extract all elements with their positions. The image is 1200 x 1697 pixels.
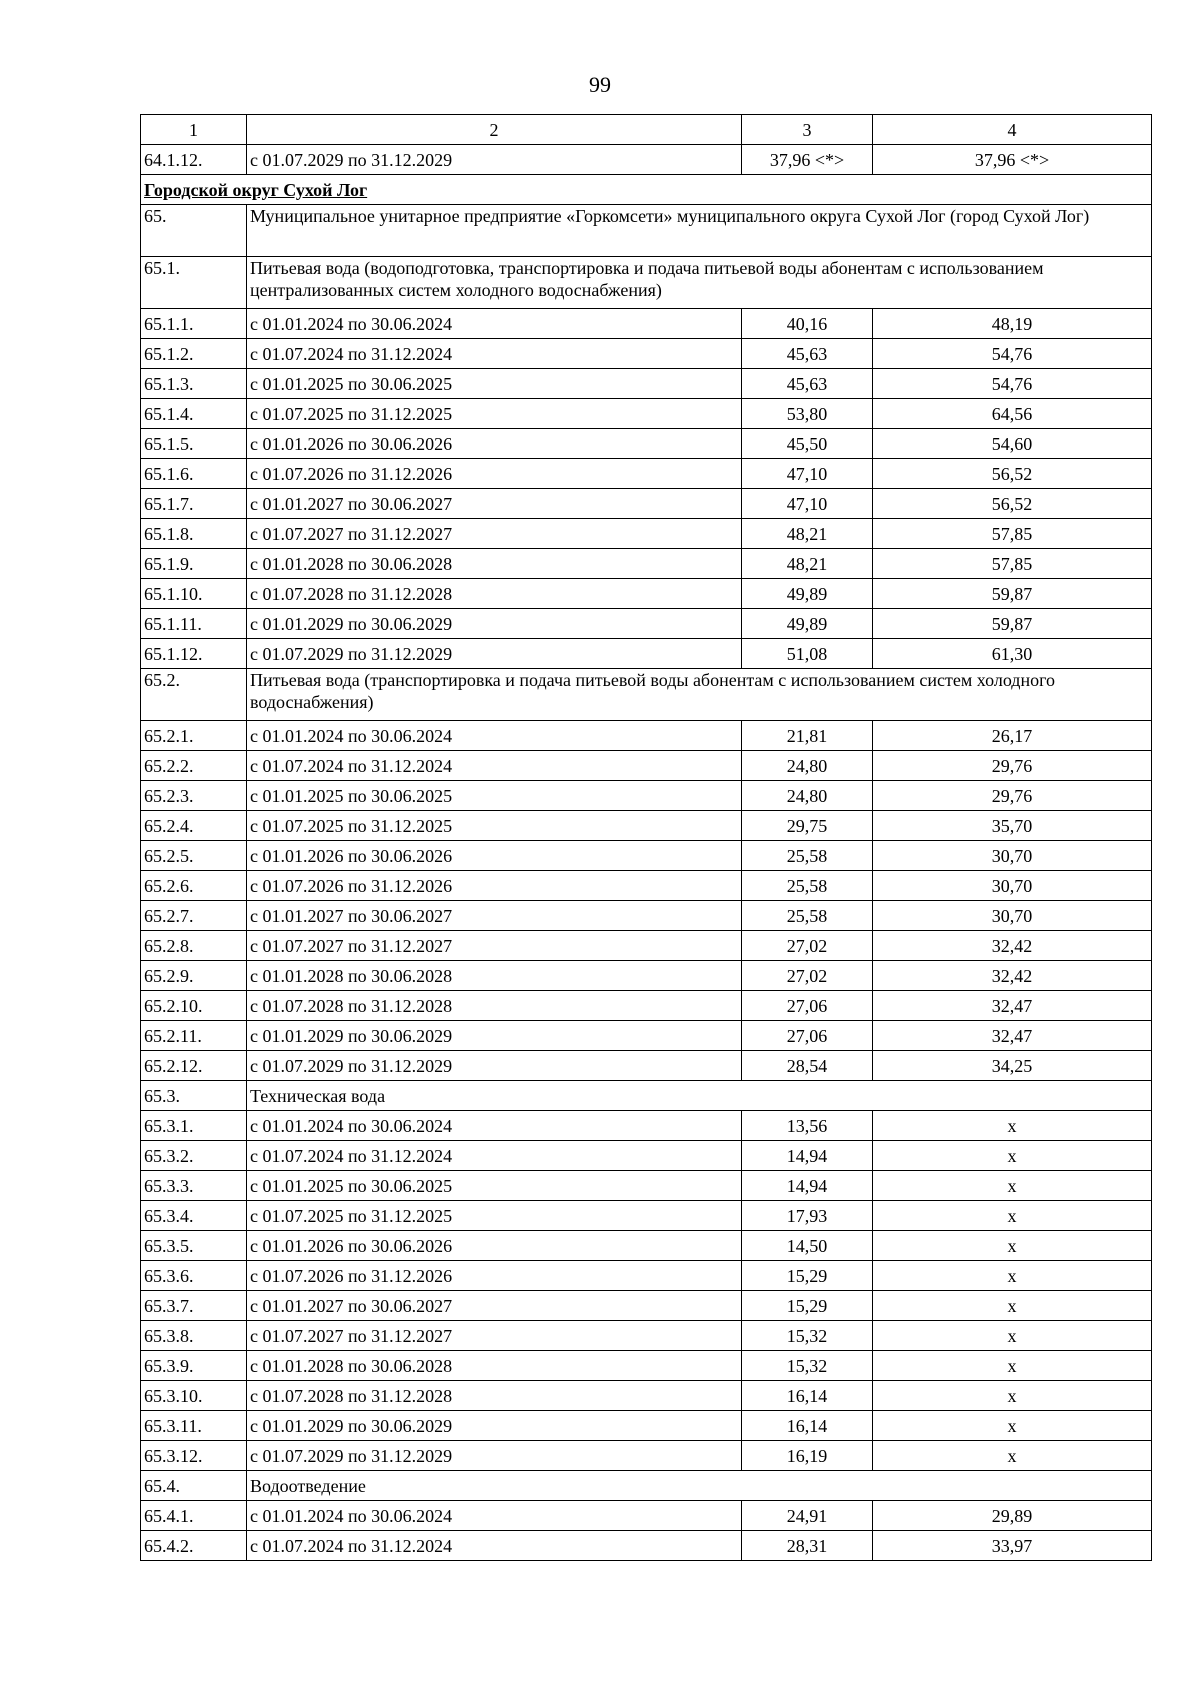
tariff-value-col3: 24,80 (742, 781, 873, 811)
tariff-value-col4: 26,17 (873, 721, 1152, 751)
table-row (141, 841, 1152, 871)
period-cell: с 01.01.2029 по 30.06.2029 (247, 1021, 742, 1051)
tariff-value-col3: 16,19 (742, 1441, 873, 1471)
table-row (141, 609, 1152, 639)
tariff-value-col3: 27,02 (742, 931, 873, 961)
period-cell: с 01.01.2028 по 30.06.2028 (247, 961, 742, 991)
row-number: 65.1.12. (141, 639, 247, 669)
tariff-value-col4: х (873, 1261, 1152, 1291)
tariff-value-col3: 49,89 (742, 579, 873, 609)
row-number: 65.3.12. (141, 1441, 247, 1471)
row-number: 65.1.10. (141, 579, 247, 609)
tariff-value-col3: 45,63 (742, 369, 873, 399)
row-number: 65.1.11. (141, 609, 247, 639)
column-header: 4 (873, 115, 1152, 145)
table-row (141, 871, 1152, 901)
row-number: 64.1.12. (141, 145, 247, 175)
period-cell: с 01.07.2028 по 31.12.2028 (247, 991, 742, 1021)
tariff-value-col4: 32,47 (873, 991, 1152, 1021)
row-number: 65.2.4. (141, 811, 247, 841)
row-number: 65.3.5. (141, 1231, 247, 1261)
tariff-value-col4: х (873, 1411, 1152, 1441)
tariff-value-col4: х (873, 1201, 1152, 1231)
period-cell: с 01.07.2026 по 31.12.2026 (247, 459, 742, 489)
group-title: Техническая вода (247, 1081, 1152, 1111)
column-header: 3 (742, 115, 873, 145)
tariff-value-col4: 33,97 (873, 1531, 1152, 1561)
period-cell: с 01.01.2024 по 30.06.2024 (247, 721, 742, 751)
tariff-value-col3: 28,31 (742, 1531, 873, 1561)
table-row (141, 1351, 1152, 1381)
tariff-value-col3: 47,10 (742, 489, 873, 519)
period-cell: с 01.01.2027 по 30.06.2027 (247, 489, 742, 519)
period-cell: с 01.07.2028 по 31.12.2028 (247, 579, 742, 609)
row-number: 65.4. (141, 1471, 247, 1501)
group-title: Питьевая вода (водоподготовка, транспортировка и подача питьевой воды абонентам с использованием централизованных систем холодного водоснабжения) (247, 257, 1152, 309)
tariff-value-col3: 15,29 (742, 1261, 873, 1291)
group-row (141, 257, 1152, 309)
period-cell: с 01.07.2025 по 31.12.2025 (247, 1201, 742, 1231)
tariff-value-col4: 30,70 (873, 901, 1152, 931)
row-number: 65.1.7. (141, 489, 247, 519)
tariff-value-col4: 48,19 (873, 309, 1152, 339)
tariff-value-col4: х (873, 1231, 1152, 1261)
row-number: 65.3. (141, 1081, 247, 1111)
period-cell: с 01.07.2024 по 31.12.2024 (247, 1531, 742, 1561)
row-number: 65.1.9. (141, 549, 247, 579)
tariff-value-col3: 40,16 (742, 309, 873, 339)
table-row (141, 811, 1152, 841)
period-cell: с 01.07.2029 по 31.12.2029 (247, 145, 742, 175)
period-cell: с 01.01.2024 по 30.06.2024 (247, 309, 742, 339)
table-row (141, 1501, 1152, 1531)
table-row (141, 1231, 1152, 1261)
tariff-value-col3: 37,96 <*> (742, 145, 873, 175)
tariff-value-col3: 49,89 (742, 609, 873, 639)
table-row (141, 781, 1152, 811)
tariff-value-col4: 57,85 (873, 519, 1152, 549)
tariff-value-col3: 29,75 (742, 811, 873, 841)
period-cell: с 01.07.2024 по 31.12.2024 (247, 751, 742, 781)
period-cell: с 01.01.2028 по 30.06.2028 (247, 549, 742, 579)
row-number: 65.4.1. (141, 1501, 247, 1531)
row-number: 65.3.2. (141, 1141, 247, 1171)
group-row (141, 669, 1152, 721)
row-number: 65.1.3. (141, 369, 247, 399)
tariff-value-col4: 32,42 (873, 931, 1152, 961)
tariff-value-col4: 54,60 (873, 429, 1152, 459)
row-number: 65.3.10. (141, 1381, 247, 1411)
tariff-value-col3: 48,21 (742, 549, 873, 579)
row-number: 65.3.9. (141, 1351, 247, 1381)
row-number: 65.2.1. (141, 721, 247, 751)
period-cell: с 01.07.2025 по 31.12.2025 (247, 811, 742, 841)
period-cell: с 01.01.2024 по 30.06.2024 (247, 1111, 742, 1141)
tariff-value-col3: 25,58 (742, 841, 873, 871)
tariff-value-col3: 53,80 (742, 399, 873, 429)
row-number: 65. (141, 205, 247, 257)
table-row (141, 339, 1152, 369)
tariff-value-col3: 48,21 (742, 519, 873, 549)
group-row (141, 205, 1152, 257)
tariff-value-col4: 56,52 (873, 489, 1152, 519)
period-cell: с 01.01.2029 по 30.06.2029 (247, 609, 742, 639)
tariff-value-col3: 24,80 (742, 751, 873, 781)
tariff-value-col3: 45,63 (742, 339, 873, 369)
period-cell: с 01.01.2029 по 30.06.2029 (247, 1411, 742, 1441)
tariff-value-col4: 29,76 (873, 781, 1152, 811)
row-number: 65.2.11. (141, 1021, 247, 1051)
period-cell: с 01.01.2025 по 30.06.2025 (247, 369, 742, 399)
tariff-value-col4: 61,30 (873, 639, 1152, 669)
row-number: 65.3.8. (141, 1321, 247, 1351)
tariff-value-col4: х (873, 1141, 1152, 1171)
tariff-value-col4: 56,52 (873, 459, 1152, 489)
tariff-value-col3: 15,32 (742, 1321, 873, 1351)
period-cell: с 01.07.2028 по 31.12.2028 (247, 1381, 742, 1411)
period-cell: с 01.01.2024 по 30.06.2024 (247, 1501, 742, 1531)
row-number: 65.2.8. (141, 931, 247, 961)
tariff-value-col3: 14,94 (742, 1171, 873, 1201)
period-cell: с 01.07.2024 по 31.12.2024 (247, 1141, 742, 1171)
tariff-value-col3: 25,58 (742, 901, 873, 931)
tariff-value-col4: х (873, 1171, 1152, 1201)
tariff-value-col4: 34,25 (873, 1051, 1152, 1081)
period-cell: с 01.07.2027 по 31.12.2027 (247, 519, 742, 549)
period-cell: с 01.07.2029 по 31.12.2029 (247, 1051, 742, 1081)
tariff-value-col4: х (873, 1351, 1152, 1381)
tariff-value-col4: 37,96 <*> (873, 145, 1152, 175)
table-row (141, 721, 1152, 751)
table-row (141, 1531, 1152, 1561)
row-number: 65.2.3. (141, 781, 247, 811)
table-row (141, 399, 1152, 429)
tariff-value-col3: 21,81 (742, 721, 873, 751)
column-header: 2 (247, 115, 742, 145)
row-number: 65.3.7. (141, 1291, 247, 1321)
tariff-value-col4: 32,47 (873, 1021, 1152, 1051)
group-row (141, 1471, 1152, 1501)
period-cell: с 01.07.2027 по 31.12.2027 (247, 931, 742, 961)
period-cell: с 01.07.2024 по 31.12.2024 (247, 339, 742, 369)
tariff-value-col4: 29,89 (873, 1501, 1152, 1531)
tariff-value-col3: 27,06 (742, 991, 873, 1021)
tariff-value-col3: 16,14 (742, 1411, 873, 1441)
group-title: Питьевая вода (транспортировка и подача питьевой воды абонентам с использованием систем холодного водоснабжения) (247, 669, 1152, 721)
tariff-value-col3: 16,14 (742, 1381, 873, 1411)
table-row (141, 1021, 1152, 1051)
row-number: 65.2.9. (141, 961, 247, 991)
table-row (141, 1411, 1152, 1441)
tariff-value-col4: 30,70 (873, 871, 1152, 901)
row-number: 65.3.6. (141, 1261, 247, 1291)
row-number: 65.1. (141, 257, 247, 309)
table-row (141, 931, 1152, 961)
tariff-value-col3: 13,56 (742, 1111, 873, 1141)
table-row (141, 751, 1152, 781)
tariff-value-col4: 30,70 (873, 841, 1152, 871)
period-cell: с 01.07.2029 по 31.12.2029 (247, 639, 742, 669)
table-row (141, 369, 1152, 399)
row-number: 65.1.2. (141, 339, 247, 369)
table-row (141, 1051, 1152, 1081)
column-header: 1 (141, 115, 247, 145)
tariff-value-col4: х (873, 1291, 1152, 1321)
row-number: 65.2.6. (141, 871, 247, 901)
tariff-value-col3: 14,94 (742, 1141, 873, 1171)
table-row (141, 459, 1152, 489)
period-cell: с 01.07.2029 по 31.12.2029 (247, 1441, 742, 1471)
row-number: 65.2.10. (141, 991, 247, 1021)
tariff-value-col4: 32,42 (873, 961, 1152, 991)
table-row (141, 1261, 1152, 1291)
row-number: 65.1.1. (141, 309, 247, 339)
period-cell: с 01.01.2026 по 30.06.2026 (247, 841, 742, 871)
period-cell: с 01.01.2027 по 30.06.2027 (247, 901, 742, 931)
group-row (141, 1081, 1152, 1111)
group-title: Водоотведение (247, 1471, 1152, 1501)
table-row (141, 1441, 1152, 1471)
row-number: 65.3.11. (141, 1411, 247, 1441)
row-number: 65.3.1. (141, 1111, 247, 1141)
row-number: 65.1.4. (141, 399, 247, 429)
table-row (141, 1201, 1152, 1231)
table-row (141, 901, 1152, 931)
table-row (141, 145, 1152, 175)
tariff-value-col4: 59,87 (873, 609, 1152, 639)
table-row (141, 1171, 1152, 1201)
period-cell: с 01.01.2026 по 30.06.2026 (247, 1231, 742, 1261)
tariff-value-col4: х (873, 1441, 1152, 1471)
row-number: 65.2. (141, 669, 247, 721)
tariff-value-col3: 47,10 (742, 459, 873, 489)
tariff-value-col3: 17,93 (742, 1201, 873, 1231)
table-row (141, 1381, 1152, 1411)
row-number: 65.2.12. (141, 1051, 247, 1081)
table-row (141, 549, 1152, 579)
row-number: 65.3.4. (141, 1201, 247, 1231)
table-row (141, 1111, 1152, 1141)
row-number: 65.1.8. (141, 519, 247, 549)
group-title: Муниципальное унитарное предприятие «Горкомсети» муниципального округа Сухой Лог (город Сухой Лог) (247, 205, 1152, 257)
table-row (141, 1321, 1152, 1351)
table-row (141, 961, 1152, 991)
row-number: 65.2.2. (141, 751, 247, 781)
table-row (141, 579, 1152, 609)
tariff-value-col3: 51,08 (742, 639, 873, 669)
table-row (141, 1141, 1152, 1171)
tariff-value-col4: 59,87 (873, 579, 1152, 609)
period-cell: с 01.01.2027 по 30.06.2027 (247, 1291, 742, 1321)
tariff-value-col4: 64,56 (873, 399, 1152, 429)
tariff-value-col4: 29,76 (873, 751, 1152, 781)
tariff-value-col4: 57,85 (873, 549, 1152, 579)
tariff-value-col4: 35,70 (873, 811, 1152, 841)
tariff-value-col4: х (873, 1111, 1152, 1141)
tariff-table-body (141, 115, 1152, 1561)
period-cell: с 01.07.2026 по 31.12.2026 (247, 1261, 742, 1291)
row-number: 65.4.2. (141, 1531, 247, 1561)
section-heading: Городской округ Сухой Лог (141, 175, 1152, 205)
table-row (141, 489, 1152, 519)
table-row (141, 519, 1152, 549)
row-number: 65.1.5. (141, 429, 247, 459)
period-cell: с 01.07.2026 по 31.12.2026 (247, 871, 742, 901)
tariff-value-col3: 27,06 (742, 1021, 873, 1051)
tariff-value-col4: 54,76 (873, 369, 1152, 399)
tariff-value-col3: 15,32 (742, 1351, 873, 1381)
row-number: 65.1.6. (141, 459, 247, 489)
tariff-value-col3: 28,54 (742, 1051, 873, 1081)
table-row (141, 1291, 1152, 1321)
table-row (141, 309, 1152, 339)
page-number: 99 (589, 72, 611, 97)
row-number: 65.2.7. (141, 901, 247, 931)
tariff-table (140, 114, 1152, 1561)
tariff-value-col3: 24,91 (742, 1501, 873, 1531)
period-cell: с 01.01.2028 по 30.06.2028 (247, 1351, 742, 1381)
tariff-value-col3: 14,50 (742, 1231, 873, 1261)
period-cell: с 01.07.2025 по 31.12.2025 (247, 399, 742, 429)
tariff-value-col4: х (873, 1381, 1152, 1411)
tariff-value-col3: 15,29 (742, 1291, 873, 1321)
table-row (141, 991, 1152, 1021)
period-cell: с 01.01.2026 по 30.06.2026 (247, 429, 742, 459)
tariff-value-col3: 45,50 (742, 429, 873, 459)
table-row (141, 639, 1152, 669)
period-cell: с 01.01.2025 по 30.06.2025 (247, 1171, 742, 1201)
section-heading-row (141, 175, 1152, 205)
table-row (141, 429, 1152, 459)
table-header-row (141, 115, 1152, 145)
row-number: 65.2.5. (141, 841, 247, 871)
period-cell: с 01.01.2025 по 30.06.2025 (247, 781, 742, 811)
tariff-value-col4: х (873, 1321, 1152, 1351)
tariff-value-col3: 27,02 (742, 961, 873, 991)
tariff-value-col3: 25,58 (742, 871, 873, 901)
row-number: 65.3.3. (141, 1171, 247, 1201)
tariff-value-col4: 54,76 (873, 339, 1152, 369)
period-cell: с 01.07.2027 по 31.12.2027 (247, 1321, 742, 1351)
